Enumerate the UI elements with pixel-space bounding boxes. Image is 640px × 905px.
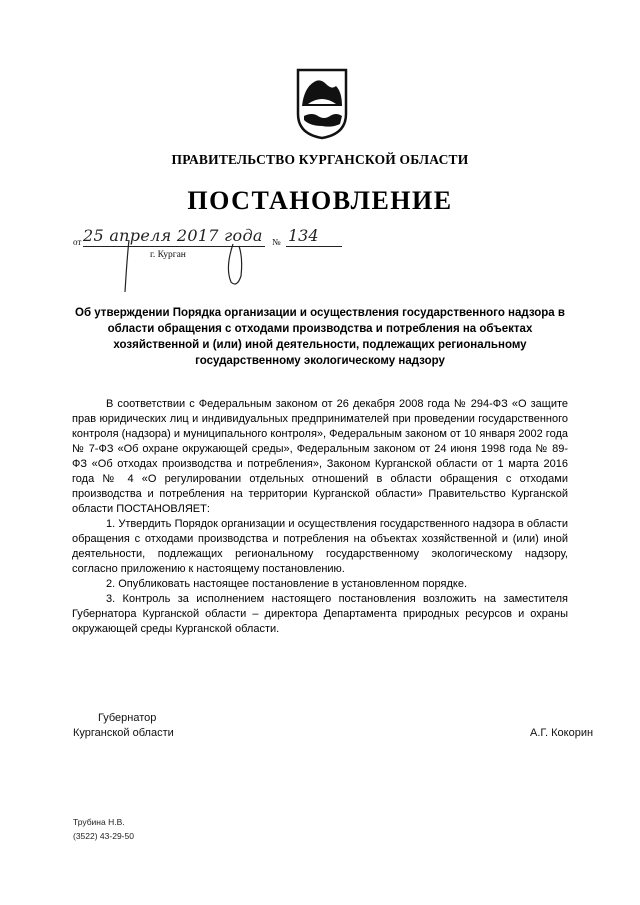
resolution-item-1: 1. Утвердить Порядок организации и осуществления государственного надзора в области обращения с отходами производства и потребления на объектах хозяйственной и (или) иной деятельности, подлежащих региональному государственному экологическому надзору, согласно приложению к настоящему постановлению.: [72, 518, 568, 575]
number-underline: [286, 246, 342, 247]
signatory-position: [73, 711, 174, 741]
signatory-name: А.Г. Кокорин: [530, 727, 594, 739]
number-label: №: [272, 237, 281, 247]
handwriting-strokes-icon: [115, 238, 265, 294]
document-body: [72, 397, 568, 637]
date-label: от: [73, 237, 82, 247]
executor-name: Трубина Н.В.: [73, 817, 125, 827]
date-value: 25 апреля 2017 года: [83, 226, 263, 245]
document-number: 134: [288, 226, 319, 245]
coat-of-arms-icon: [296, 68, 348, 140]
executor-phone: (3522) 43-29-50: [73, 831, 134, 841]
executor-contact: [73, 815, 134, 843]
document-subject: Об утверждении Порядка организации и осуществления государственного надзора в области обращения с отходами производства и потребления на объектах хозяйственной и (или) иной деятельности, подлежащих региональному государственному экологическому надзору: [75, 307, 565, 367]
government-title: ПРАВИТЕЛЬСТВО КУРГАНСКОЙ ОБЛАСТИ: [171, 152, 469, 167]
position-line-1: Губернатор: [98, 712, 157, 724]
resolution-item-2: 2. Опубликовать настоящее постановление в установленном порядке.: [106, 578, 467, 590]
position-line-2: Курганской области: [73, 727, 174, 739]
preamble-paragraph: В соответствии с Федеральным законом от 26 декабря 2008 года № 294-ФЗ «О защите прав юридических лиц и индивидуальных предпринимателей при проведении государственного контроля (надзора) и муниципального контроля», Федеральным законом от 10 января 2002 года № 7-ФЗ «Об охране окружающей среды», Федеральным законом от 24 июня 1998 года № 89-ФЗ «Об отходах производства и потребления», Законом Курганской области от 1 марта 2016 года № 4 «О регулировании отдельных отношений в области обращения с отходами производства и потребления на территории Курганской области» Правительство Курганской области ПОСТАНОВЛЯЕТ:: [72, 398, 568, 515]
resolution-item-3: 3. Контроль за исполнением настоящего постановления возложить на заместителя Губернатора Курганской области – директора Департамента природных ресурсов и охраны окружающей среды Курганской области.: [72, 593, 568, 635]
city-label: г. Курган: [150, 250, 186, 260]
document-type: ПОСТАНОВЛЕНИЕ: [187, 186, 453, 215]
